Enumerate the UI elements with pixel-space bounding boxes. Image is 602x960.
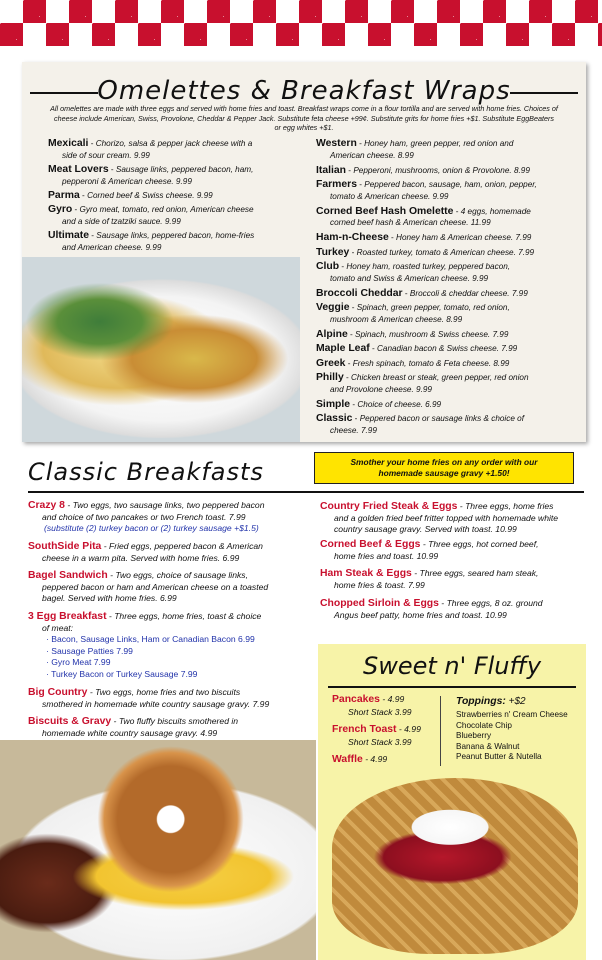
classic-rule bbox=[28, 491, 584, 493]
item-crazy8: Crazy 8 - Two eggs, two sausage links, two peppered bacon and choice of two pancakes or two French toast. 7.99 (substitute (2) turkey bacon or (2) turkey sausage +$1.5) bbox=[28, 500, 265, 534]
omelettes-panel bbox=[22, 62, 586, 442]
sweet-rule bbox=[328, 686, 576, 688]
item-biscuits-gravy: Biscuits & Gravy - Two fluffy biscuits smothered in homemade white country sausage gravy. 4.99 bbox=[28, 716, 239, 738]
french-toast-short-stack: Short Stack 3.99 bbox=[348, 737, 412, 747]
omelettes-note: All omelettes are made with three eggs and served with home fries and toast. Breakfast wraps come in a flour tortilla and are served with home fries. Choices of cheese include American, Swiss, Provolone, Cheddar & Pepper Jack. Substitute feta cheese +99¢. Substitute grits for home fries +$1. Substitute EggBeaters or egg whites +$1. bbox=[50, 104, 558, 133]
omelette-photo bbox=[22, 257, 300, 442]
item-corned-beef-eggs: Corned Beef & Eggs - Three eggs, hot corned beef, home fries and toast. 10.99 bbox=[320, 539, 539, 561]
item-omelette-right: Broccoli Cheddar - Broccoli & cheddar cheese. 7.99 bbox=[316, 287, 528, 299]
item-meat-lovers: Meat Lovers - Sausage links, peppered bacon, ham, pepperoni & American cheese. 9.99 bbox=[48, 164, 254, 186]
item-omelette-right: Alpine - Spinach, mushroom & Swiss cheese. 7.99 bbox=[316, 328, 509, 340]
item-ultimate: Ultimate - Sausage links, peppered bacon, home-fries and American cheese. 9.99 bbox=[48, 230, 255, 252]
item-bagel-sandwich: Bagel Sandwich - Two eggs, choice of sausage links, peppered bacon or ham and American cheese on a toasted bagel. Served with home fries. 6.99 bbox=[28, 570, 269, 604]
item-gyro: Gyro - Gyro meat, tomato, red onion, American cheese and a side of tzatziki sauce. 9.99 bbox=[48, 204, 254, 226]
toppings-list bbox=[456, 710, 568, 763]
item-omelette-right: Club - Honey ham, roasted turkey, peppered bacon, tomato and Swiss & American cheese. 9.99 bbox=[316, 261, 511, 283]
item-french-toast: French Toast - 4.99 bbox=[332, 724, 421, 735]
topping-item: Blueberry bbox=[456, 731, 492, 741]
item-ham-steak-eggs: Ham Steak & Eggs - Three eggs, seared ham steak, home fries & toast. 7.99 bbox=[320, 568, 539, 590]
item-omelette-right: Philly - Chicken breast or steak, green pepper, red onion and Provolone cheese. 9.99 bbox=[316, 372, 529, 394]
bagel-sandwich-photo bbox=[0, 740, 316, 960]
toppings-heading: Toppings: +$2 bbox=[456, 696, 526, 707]
sweet-divider bbox=[440, 696, 441, 766]
item-omelette-right: Turkey - Roasted turkey, tomato & American cheese. 7.99 bbox=[316, 246, 535, 258]
item-3-egg-breakfast: 3 Egg Breakfast - Three eggs, home fries, toast & choice of meat: · Bacon, Sausage Links, Ham or Canadian Bacon 6.99 · Sausage Patties 7.99 · Gyro Meat 7.99 · Turkey Bacon or Turkey Sausage 7.99 bbox=[28, 611, 262, 679]
topping-item: Chocolate Chip bbox=[456, 720, 512, 730]
item-country-fried-steak: Country Fried Steak & Eggs - Three eggs, home fries and a golden fried beef fritter topped with homemade white country sausage gravy. Served with toast. 10.99 bbox=[320, 501, 559, 535]
checkered-border bbox=[0, 0, 602, 46]
item-omelette-right: Greek - Fresh spinach, tomato & Feta cheese. 8.99 bbox=[316, 357, 510, 369]
item-omelette-right: Italian - Pepperoni, mushrooms, onion & Provolone. 8.99 bbox=[316, 164, 530, 176]
item-chopped-sirloin: Chopped Sirloin & Eggs - Three eggs, 8 oz. ground Angus beef patty, home fries and toast. 10.99 bbox=[320, 598, 543, 620]
topping-item: Banana & Walnut bbox=[456, 741, 520, 751]
item-southside-pita: SouthSide Pita - Fried eggs, peppered bacon & American cheese in a warm pita. Served with home fries. 6.99 bbox=[28, 541, 263, 563]
omelettes-title: Omelettes & Breakfast Wraps bbox=[97, 76, 511, 106]
item-omelette-right: Classic - Peppered bacon or sausage links & choice of cheese. 7.99 bbox=[316, 413, 524, 435]
item-omelette-right: Western - Honey ham, green pepper, red onion and American cheese. 8.99 bbox=[316, 138, 514, 160]
item-pancakes: Pancakes - 4.99 bbox=[332, 694, 405, 705]
item-omelette-right: Corned Beef Hash Omelette - 4 eggs, homemade corned beef hash & American cheese. 11.99 bbox=[316, 205, 531, 227]
item-omelette-right: Ham-n-Cheese - Honey ham & American cheese. 7.99 bbox=[316, 232, 532, 243]
classic-title: Classic Breakfasts bbox=[28, 458, 264, 486]
item-omelette-right: Maple Leaf - Canadian bacon & Swiss cheese. 7.99 bbox=[316, 343, 518, 354]
topping-item: Strawberries n' Cream Cheese bbox=[456, 710, 568, 719]
item-big-country: Big Country - Two eggs, home fries and two biscuits smothered in homemade white country sausage gravy. 7.99 bbox=[28, 687, 270, 709]
waffle-photo bbox=[332, 778, 578, 954]
item-omelette-right: Farmers - Peppered bacon, sausage, ham, onion, pepper, tomato & American cheese. 9.99 bbox=[316, 179, 537, 201]
item-waffle: Waffle - 4.99 bbox=[332, 754, 388, 765]
item-parma: Parma - Corned beef & Swiss cheese. 9.99 bbox=[48, 190, 213, 201]
smother-banner: Smother your home fries on any order with our homemade sausage gravy +1.50! bbox=[314, 452, 574, 484]
topping-item: Peanut Butter & Nutella bbox=[456, 752, 542, 762]
item-omelette-right: Veggie - Spinach, green pepper, tomato, red onion, mushroom & American cheese. 8.99 bbox=[316, 302, 510, 324]
sweet-fluffy-panel bbox=[318, 644, 586, 960]
sweet-title: Sweet n' Fluffy bbox=[362, 652, 542, 680]
item-mexicali: Mexicali - Chorizo, salsa & pepper jack cheese with a side of sour cream. 9.99 bbox=[48, 138, 253, 160]
item-omelette-right: Simple - Choice of cheese. 6.99 bbox=[316, 398, 442, 410]
pancakes-short-stack: Short Stack 3.99 bbox=[348, 707, 412, 717]
